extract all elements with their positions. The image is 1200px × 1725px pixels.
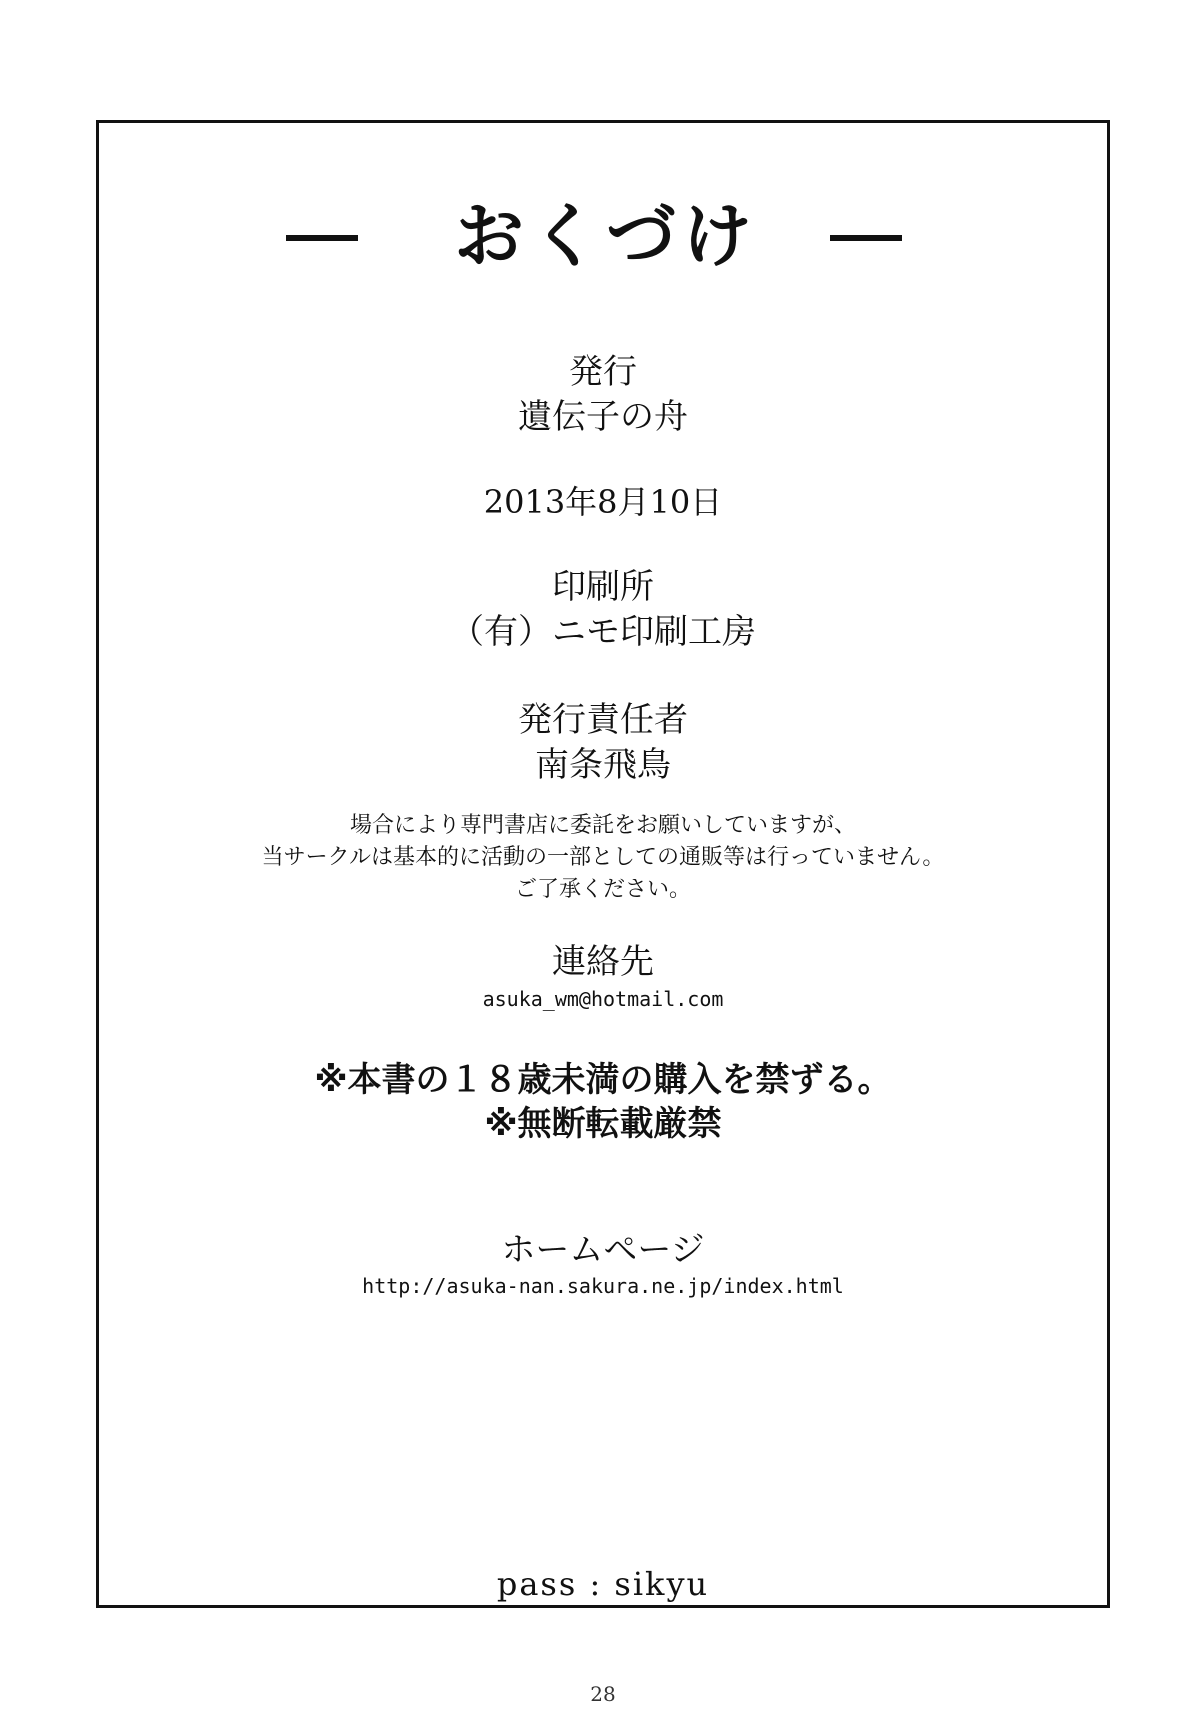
title-dash-right	[830, 235, 902, 241]
homepage-url[interactable]: http://asuka-nan.sakura.ne.jp/index.html	[362, 1274, 844, 1298]
publisher-label: 発行	[569, 352, 637, 392]
printer-name: （有）ニモ印刷工房	[450, 612, 756, 652]
contact-email[interactable]: asuka_wm@hotmail.com	[482, 987, 724, 1011]
contact-label: 連絡先	[552, 942, 654, 982]
responsible-label: 発行責任者	[518, 700, 688, 740]
no-reprint-warning: ※無断転載厳禁	[484, 1104, 722, 1144]
printer-label: 印刷所	[552, 567, 654, 607]
responsible-name: 南条飛鳥	[535, 745, 671, 785]
notice-line-2: 当サークルは基本的に活動の一部としての通販等は行っていません。	[261, 845, 945, 870]
colophon-title: おくづけ	[454, 195, 758, 277]
pass-line: pass : sikyu	[496, 1565, 710, 1603]
title-dash-left	[286, 235, 358, 241]
publisher-name: 遺伝子の舟	[518, 397, 688, 437]
colophon-title-row	[96, 188, 1110, 284]
publication-date: 2013年8月10日	[483, 483, 723, 521]
notice-line-1: 場合により専門書店に委託をお願いしていますが、	[349, 813, 856, 838]
age-restriction-warning: ※本書の１８歳未満の購入を禁ずる。	[314, 1060, 892, 1100]
homepage-label: ホームページ	[501, 1230, 705, 1270]
page-number: 28	[590, 1682, 616, 1706]
notice-line-3: ご了承ください。	[514, 877, 691, 902]
